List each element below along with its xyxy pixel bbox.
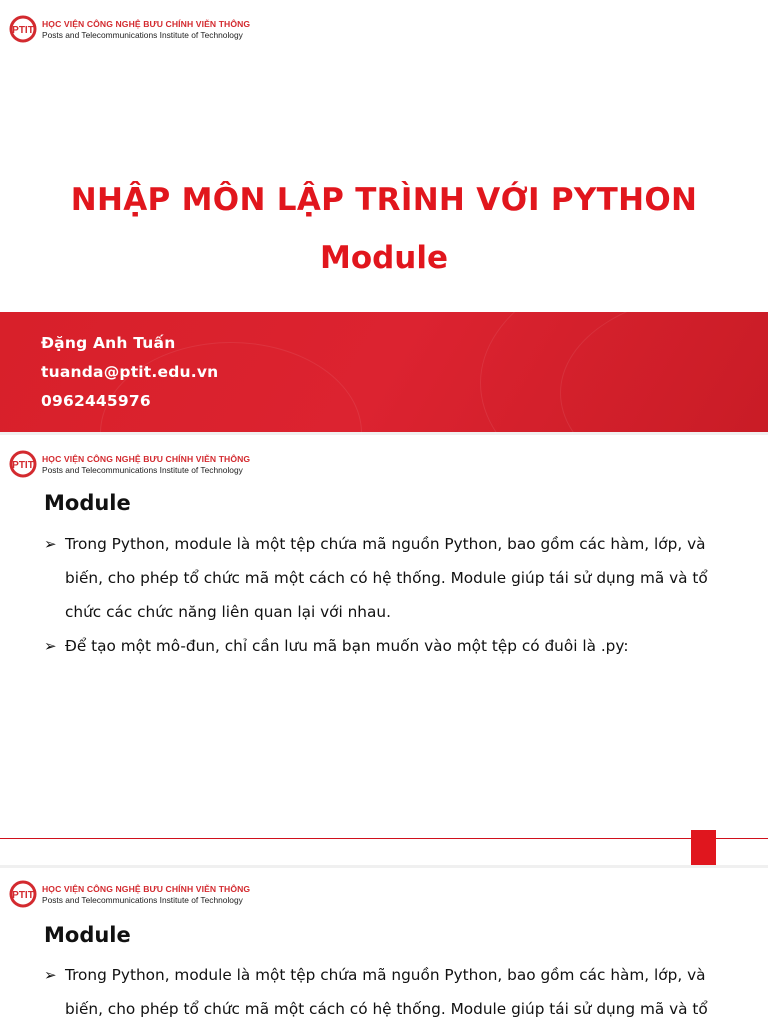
- logo-institute-vn: HỌC VIỆN CÔNG NGHỆ BƯU CHÍNH VIỄN THÔNG: [42, 883, 251, 894]
- bullet-item: [44, 527, 724, 629]
- footer-accent-box: [691, 830, 716, 865]
- logo-mark-text: PTIT: [12, 25, 34, 36]
- bullet-text: Trong Python, module là một tệp chứa mã nguồn Python, bao gồm các hàm, lớp, và biến, cho phép tổ chức mã một cách có hệ thống. Module giúp tái sử dụng mã và tổ chức các chức năng liên quan lại với nhau.: [65, 535, 708, 621]
- bullet-item: [44, 629, 724, 663]
- ptit-logo: [8, 879, 250, 909]
- footer-line: [0, 838, 768, 839]
- content-slide: [0, 868, 768, 1024]
- bullet-text: Để tạo một mô-đun, chỉ cần lưu mã bạn muốn vào một tệp có đuôi là .py:: [65, 637, 629, 655]
- logo-institute-en: Posts and Telecommunications Institute of Technology: [42, 894, 243, 905]
- section-heading: Module: [44, 923, 131, 947]
- logo-institute-en: Posts and Telecommunications Institute of Technology: [42, 464, 243, 475]
- ptit-logo: [8, 449, 250, 479]
- arrow-bullet-icon: ➢: [44, 637, 57, 655]
- ptit-logo-icon: [8, 14, 38, 44]
- author-phone: 0962445976: [41, 392, 151, 410]
- ptit-logo: [8, 14, 250, 44]
- logo-institute-en: Posts and Telecommunications Institute of Technology: [42, 29, 243, 40]
- lecture-subtitle: Module: [319, 240, 449, 276]
- arrow-bullet-icon: ➢: [44, 535, 57, 553]
- ptit-logo-icon: [8, 879, 38, 909]
- logo-institute-vn: HỌC VIỆN CÔNG NGHỆ BƯU CHÍNH VIỄN THÔNG: [42, 453, 251, 464]
- bullet-item: [44, 958, 724, 1024]
- logo-mark-text: PTIT: [12, 890, 34, 901]
- logo-mark-text: PTIT: [12, 460, 34, 471]
- author-email: tuanda@ptit.edu.vn: [41, 363, 219, 381]
- logo-institute-vn: HỌC VIỆN CÔNG NGHỆ BƯU CHÍNH VIỄN THÔNG: [42, 18, 251, 29]
- content-slide: [0, 435, 768, 865]
- arrow-bullet-icon: ➢: [44, 966, 57, 984]
- author-name: Đặng Anh Tuấn: [41, 334, 176, 352]
- section-heading: Module: [44, 491, 131, 515]
- title-slide: [0, 0, 768, 432]
- bullet-text: Trong Python, module là một tệp chứa mã nguồn Python, bao gồm các hàm, lớp, và biến, cho phép tổ chức mã một cách có hệ thống. Module giúp tái sử dụng mã và tổ: [65, 966, 708, 1018]
- ptit-logo-icon: [8, 449, 38, 479]
- course-title: NHẬP MÔN LẬP TRÌNH VỚI PYTHON: [70, 182, 698, 218]
- author-band: [0, 312, 768, 432]
